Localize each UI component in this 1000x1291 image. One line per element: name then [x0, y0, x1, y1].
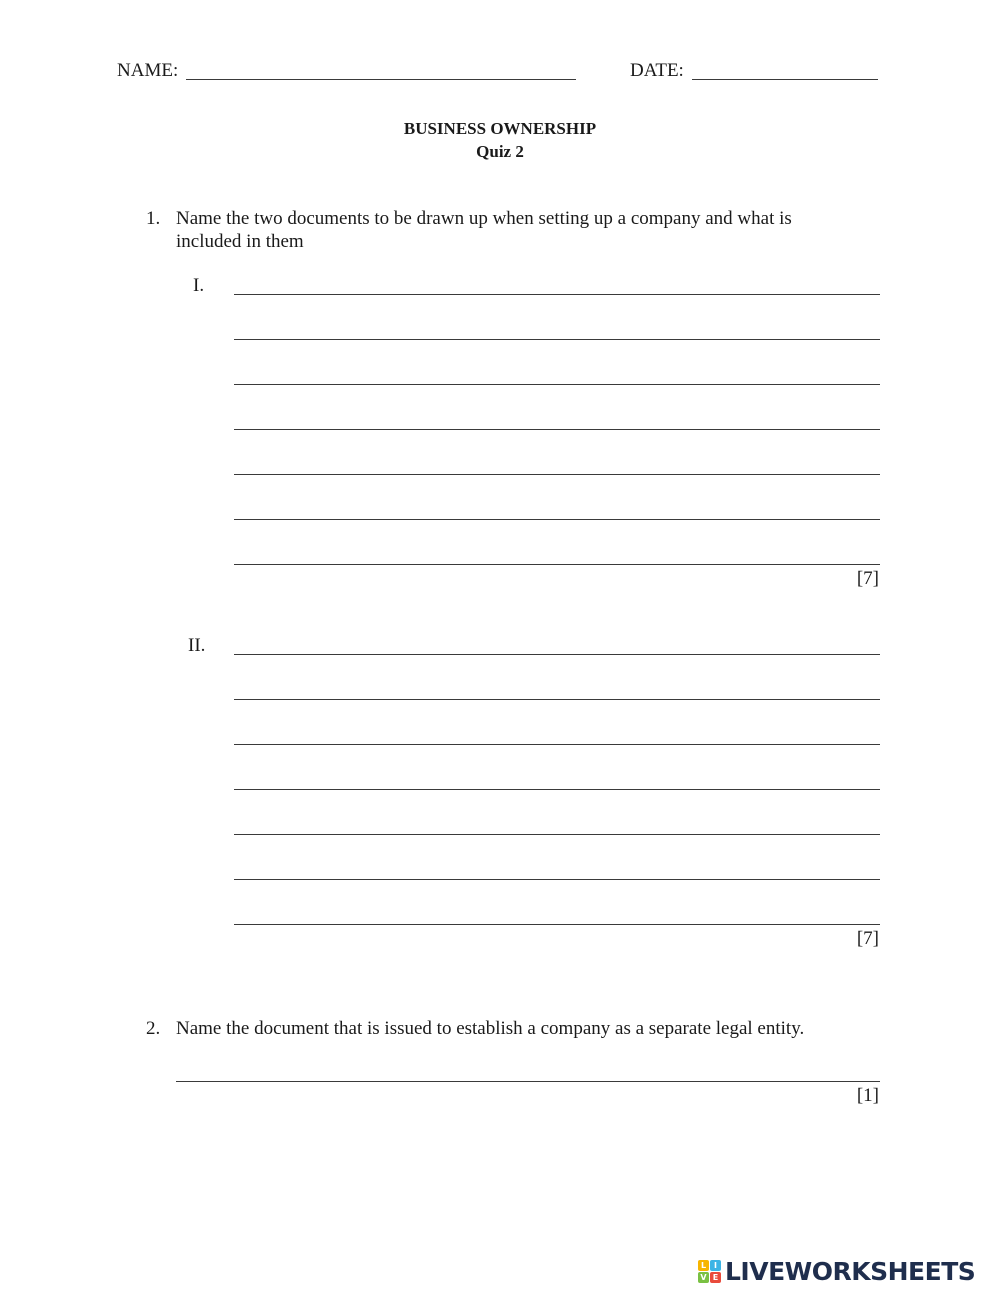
answer-line[interactable]: [234, 474, 880, 475]
date-label: DATE:: [630, 60, 684, 81]
answer-line[interactable]: [234, 384, 880, 385]
answer-line[interactable]: [234, 519, 880, 520]
logo-mark-letter: L: [698, 1260, 709, 1271]
answer-line[interactable]: [234, 924, 880, 925]
part-2-marks: [7]: [856, 928, 879, 949]
page-subtitle: Quiz 2: [476, 142, 524, 161]
answer-line[interactable]: [234, 564, 880, 565]
answer-line[interactable]: [234, 744, 880, 745]
logo-mark-letter: I: [710, 1260, 721, 1271]
name-field[interactable]: [186, 79, 576, 80]
question-1-text-line2: included in them: [176, 231, 304, 252]
answer-line[interactable]: [234, 699, 880, 700]
answer-line[interactable]: [234, 429, 880, 430]
answer-line[interactable]: [176, 1081, 880, 1082]
question-1-number: 1.: [146, 208, 161, 229]
name-label: NAME:: [117, 60, 179, 81]
answer-line[interactable]: [234, 294, 880, 295]
date-field[interactable]: [692, 79, 878, 80]
question-2-number: 2.: [146, 1018, 161, 1039]
liveworksheets-logo: [698, 1254, 975, 1288]
part-1-label: I.: [193, 275, 205, 296]
part-1-marks: [7]: [856, 568, 879, 589]
liveworksheets-brand-text: LIVEWORKSHEETS: [725, 1256, 976, 1286]
answer-line[interactable]: [234, 654, 880, 655]
part-2-label: II.: [188, 635, 206, 656]
page-title: BUSINESS OWNERSHIP: [403, 119, 597, 138]
answer-line[interactable]: [234, 789, 880, 790]
logo-mark-letter: E: [710, 1272, 721, 1283]
answer-line[interactable]: [234, 879, 880, 880]
question-2-marks: [1]: [856, 1085, 879, 1106]
question-1-text-line1: Name the two documents to be drawn up when setting up a company and what is: [176, 208, 792, 229]
liveworksheets-mark-icon: [698, 1260, 721, 1283]
logo-mark-letter: V: [698, 1272, 709, 1283]
question-2-text: Name the document that is issued to establish a company as a separate legal entity.: [176, 1018, 805, 1039]
answer-line[interactable]: [234, 834, 880, 835]
answer-line[interactable]: [234, 339, 880, 340]
